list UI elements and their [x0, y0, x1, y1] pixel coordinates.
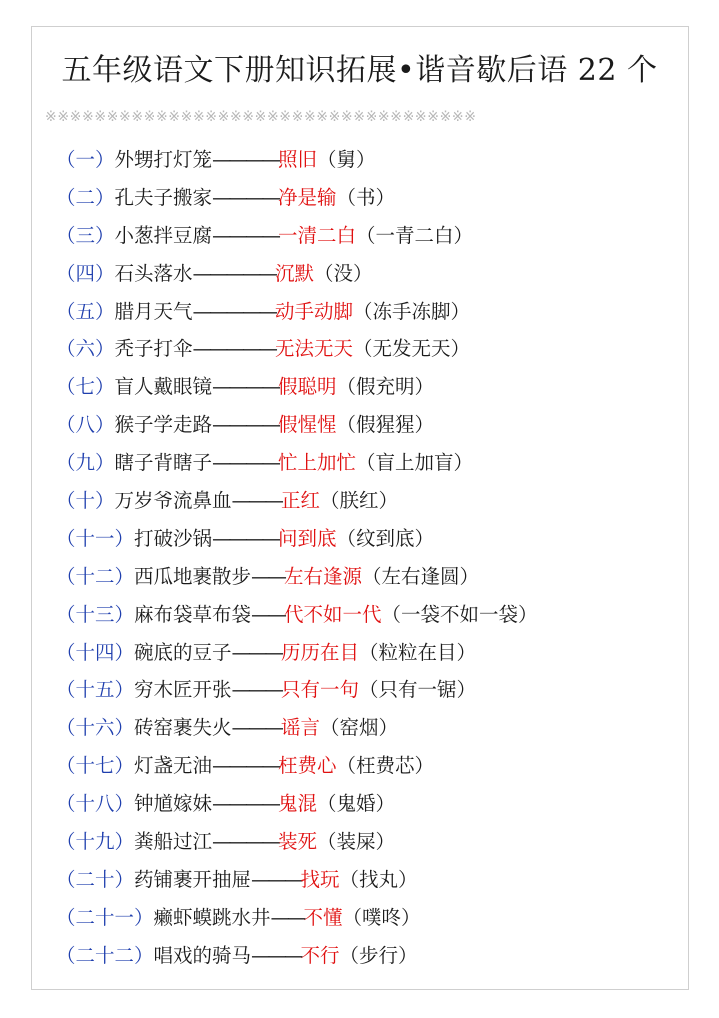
homophone-text: （朕红） — [320, 489, 399, 513]
list-item — [56, 520, 686, 558]
dash-separator: ——— — [231, 678, 282, 702]
dash-separator: ———— — [212, 754, 279, 778]
answer-text: 正红 — [281, 489, 321, 513]
riddle-text: 秃子打伞 — [114, 337, 193, 361]
answer-text: 历历在目 — [281, 640, 360, 664]
list-item — [56, 444, 686, 482]
answer-text: 代不如一代 — [284, 602, 382, 626]
riddle-text: 西瓜地裹散步 — [134, 564, 252, 588]
answer-text: 不行 — [300, 943, 340, 967]
item-number: （一） — [56, 148, 115, 171]
list-item — [56, 747, 686, 785]
dash-separator: ———— — [212, 526, 279, 550]
answer-text: 假惺惺 — [278, 413, 337, 437]
item-number: （三） — [56, 223, 115, 247]
homophone-text: （窑烟） — [320, 716, 399, 740]
riddle-text: 腊月天气 — [114, 299, 193, 323]
item-number: （十一） — [56, 526, 135, 550]
list-item — [56, 330, 686, 368]
homophone-text: （鬼婚） — [317, 792, 396, 816]
riddle-text: 穷木匠开张 — [134, 678, 232, 702]
answer-text: 装死 — [278, 830, 318, 854]
list-item — [56, 179, 686, 217]
homophone-text: （粒粒在目） — [359, 640, 477, 664]
dash-separator: ————— — [192, 261, 276, 285]
homophone-text: （噗咚） — [342, 905, 421, 929]
item-number: （八） — [56, 413, 115, 437]
homophone-text: （只有一锯） — [359, 678, 477, 702]
riddle-text: 小葱拌豆腐 — [114, 223, 213, 247]
dash-separator: ——— — [251, 943, 301, 967]
item-number: （十八） — [56, 792, 135, 816]
homophone-text: （书） — [336, 185, 396, 209]
list-item — [56, 255, 686, 293]
item-number: （十九） — [56, 830, 135, 854]
dash-separator: ———— — [212, 830, 279, 854]
riddle-text: 麻布袋草布袋 — [134, 602, 252, 626]
riddle-text: 万岁爷流鼻血 — [114, 489, 232, 513]
list-item — [56, 709, 686, 747]
homophone-text: （步行） — [339, 943, 418, 967]
item-number: （十四） — [56, 640, 135, 664]
dash-separator: ————— — [192, 337, 276, 361]
list-item — [56, 671, 686, 709]
item-number: （四） — [56, 261, 115, 285]
riddle-text: 打破沙锅 — [134, 526, 213, 550]
dash-separator: ———— — [212, 451, 279, 475]
item-number: （二十二） — [56, 943, 154, 967]
item-number: （十七） — [56, 754, 135, 778]
list-item — [56, 823, 686, 861]
homophone-text: （无发无天） — [353, 337, 471, 361]
dash-separator: —— — [270, 905, 304, 929]
dash-separator: ——— — [231, 640, 282, 664]
dash-separator: ———— — [212, 223, 279, 247]
homophone-text: （枉费芯） — [336, 754, 435, 778]
list-item — [56, 293, 686, 331]
riddle-text: 瞎子背瞎子 — [114, 451, 213, 475]
item-number: （五） — [56, 299, 115, 323]
homophone-text: （假猩猩） — [336, 413, 435, 437]
answer-text: 忙上加忙 — [278, 451, 357, 475]
homophone-text: （没） — [314, 261, 373, 285]
item-number: （十） — [56, 489, 115, 513]
answer-text: 动手动脚 — [275, 299, 354, 323]
riddle-text: 唱戏的骑马 — [153, 943, 252, 967]
dash-separator: —— — [251, 564, 285, 588]
list-item — [56, 899, 686, 937]
answer-text: 左右逢源 — [284, 564, 363, 588]
dash-separator: ——— — [231, 716, 282, 740]
dash-separator: ————— — [192, 299, 276, 323]
answer-text: 假聪明 — [278, 375, 337, 399]
answer-text: 谣言 — [281, 716, 321, 740]
item-number: （十三） — [56, 602, 135, 626]
item-number: （七） — [56, 375, 115, 399]
list-item — [56, 482, 686, 520]
riddle-text: 猴子学走路 — [114, 413, 213, 437]
answer-text: 只有一句 — [281, 678, 360, 702]
riddle-text: 盲人戴眼镜 — [114, 375, 213, 399]
dash-separator: ——— — [231, 489, 282, 513]
riddle-text: 外甥打灯笼 — [114, 148, 213, 171]
list-item — [56, 558, 686, 596]
homophone-text: （纹到底） — [336, 526, 435, 550]
answer-text: 鬼混 — [278, 792, 318, 816]
riddle-text: 粪船过江 — [134, 830, 213, 854]
item-number: （十六） — [56, 716, 135, 740]
answer-text: 找玩 — [300, 867, 340, 891]
dash-separator: ———— — [212, 792, 279, 816]
homophone-text: （冻手冻脚） — [353, 299, 471, 323]
homophone-text: （盲上加盲） — [356, 451, 474, 475]
dash-separator: —— — [251, 602, 285, 626]
item-number: （六） — [56, 337, 115, 361]
dash-separator: ———— — [212, 375, 279, 399]
answer-text: 净是输 — [278, 185, 337, 209]
list-item — [56, 937, 686, 975]
homophone-text: （找丸） — [339, 867, 418, 891]
list-item — [56, 406, 686, 444]
proverb-list — [56, 141, 686, 975]
answer-text: 问到底 — [278, 526, 337, 550]
homophone-text: （左右逢圆） — [362, 564, 480, 588]
riddle-text: 灯盏无油 — [134, 754, 213, 778]
homophone-text: （装屎） — [317, 830, 396, 854]
answer-text: 照旧 — [278, 148, 318, 171]
list-item — [56, 368, 686, 406]
item-number: （九） — [56, 451, 115, 475]
riddle-text: 钟馗嫁妹 — [134, 792, 213, 816]
item-number: （二十一） — [56, 905, 154, 929]
homophone-text: （假充明） — [336, 375, 435, 399]
dash-separator: ———— — [212, 185, 279, 209]
dash-separator: ———— — [212, 148, 279, 171]
page-title: 五年级语文下册知识拓展•谐音歇后语 22 个 — [61, 53, 658, 88]
list-item — [56, 596, 686, 634]
list-item — [56, 141, 686, 179]
riddle-text: 石头落水 — [114, 261, 193, 285]
riddle-text: 碗底的豆子 — [134, 640, 232, 664]
homophone-text: （一袋不如一袋） — [381, 602, 538, 626]
item-number: （二） — [56, 185, 115, 209]
answer-text: 枉费心 — [278, 754, 337, 778]
item-number: （二十） — [56, 867, 135, 891]
list-item — [56, 861, 686, 899]
riddle-text: 孔夫子搬家 — [114, 185, 213, 209]
answer-text: 无法无天 — [275, 337, 354, 361]
riddle-text: 药铺裹开抽屉 — [134, 867, 252, 891]
riddle-text: 砖窑裹失火 — [134, 716, 232, 740]
homophone-text: （一青二白） — [356, 223, 474, 247]
item-number: （十二） — [56, 564, 135, 588]
dash-separator: ———— — [212, 413, 279, 437]
decorative-divider: ※※※※※※※※※※※※※※※※※※※※※※※※※※※※※※※※※※※ — [45, 109, 477, 125]
list-item — [56, 785, 686, 823]
riddle-text: 癞虾蟆跳水井 — [153, 905, 271, 929]
item-number: （十五） — [56, 678, 135, 702]
list-item — [56, 217, 686, 255]
homophone-text: （舅） — [317, 148, 376, 171]
dash-separator: ——— — [251, 867, 301, 891]
answer-text: 一清二白 — [278, 223, 357, 247]
answer-text: 沉默 — [275, 261, 315, 285]
answer-text: 不懂 — [303, 905, 343, 929]
list-item — [56, 634, 686, 672]
